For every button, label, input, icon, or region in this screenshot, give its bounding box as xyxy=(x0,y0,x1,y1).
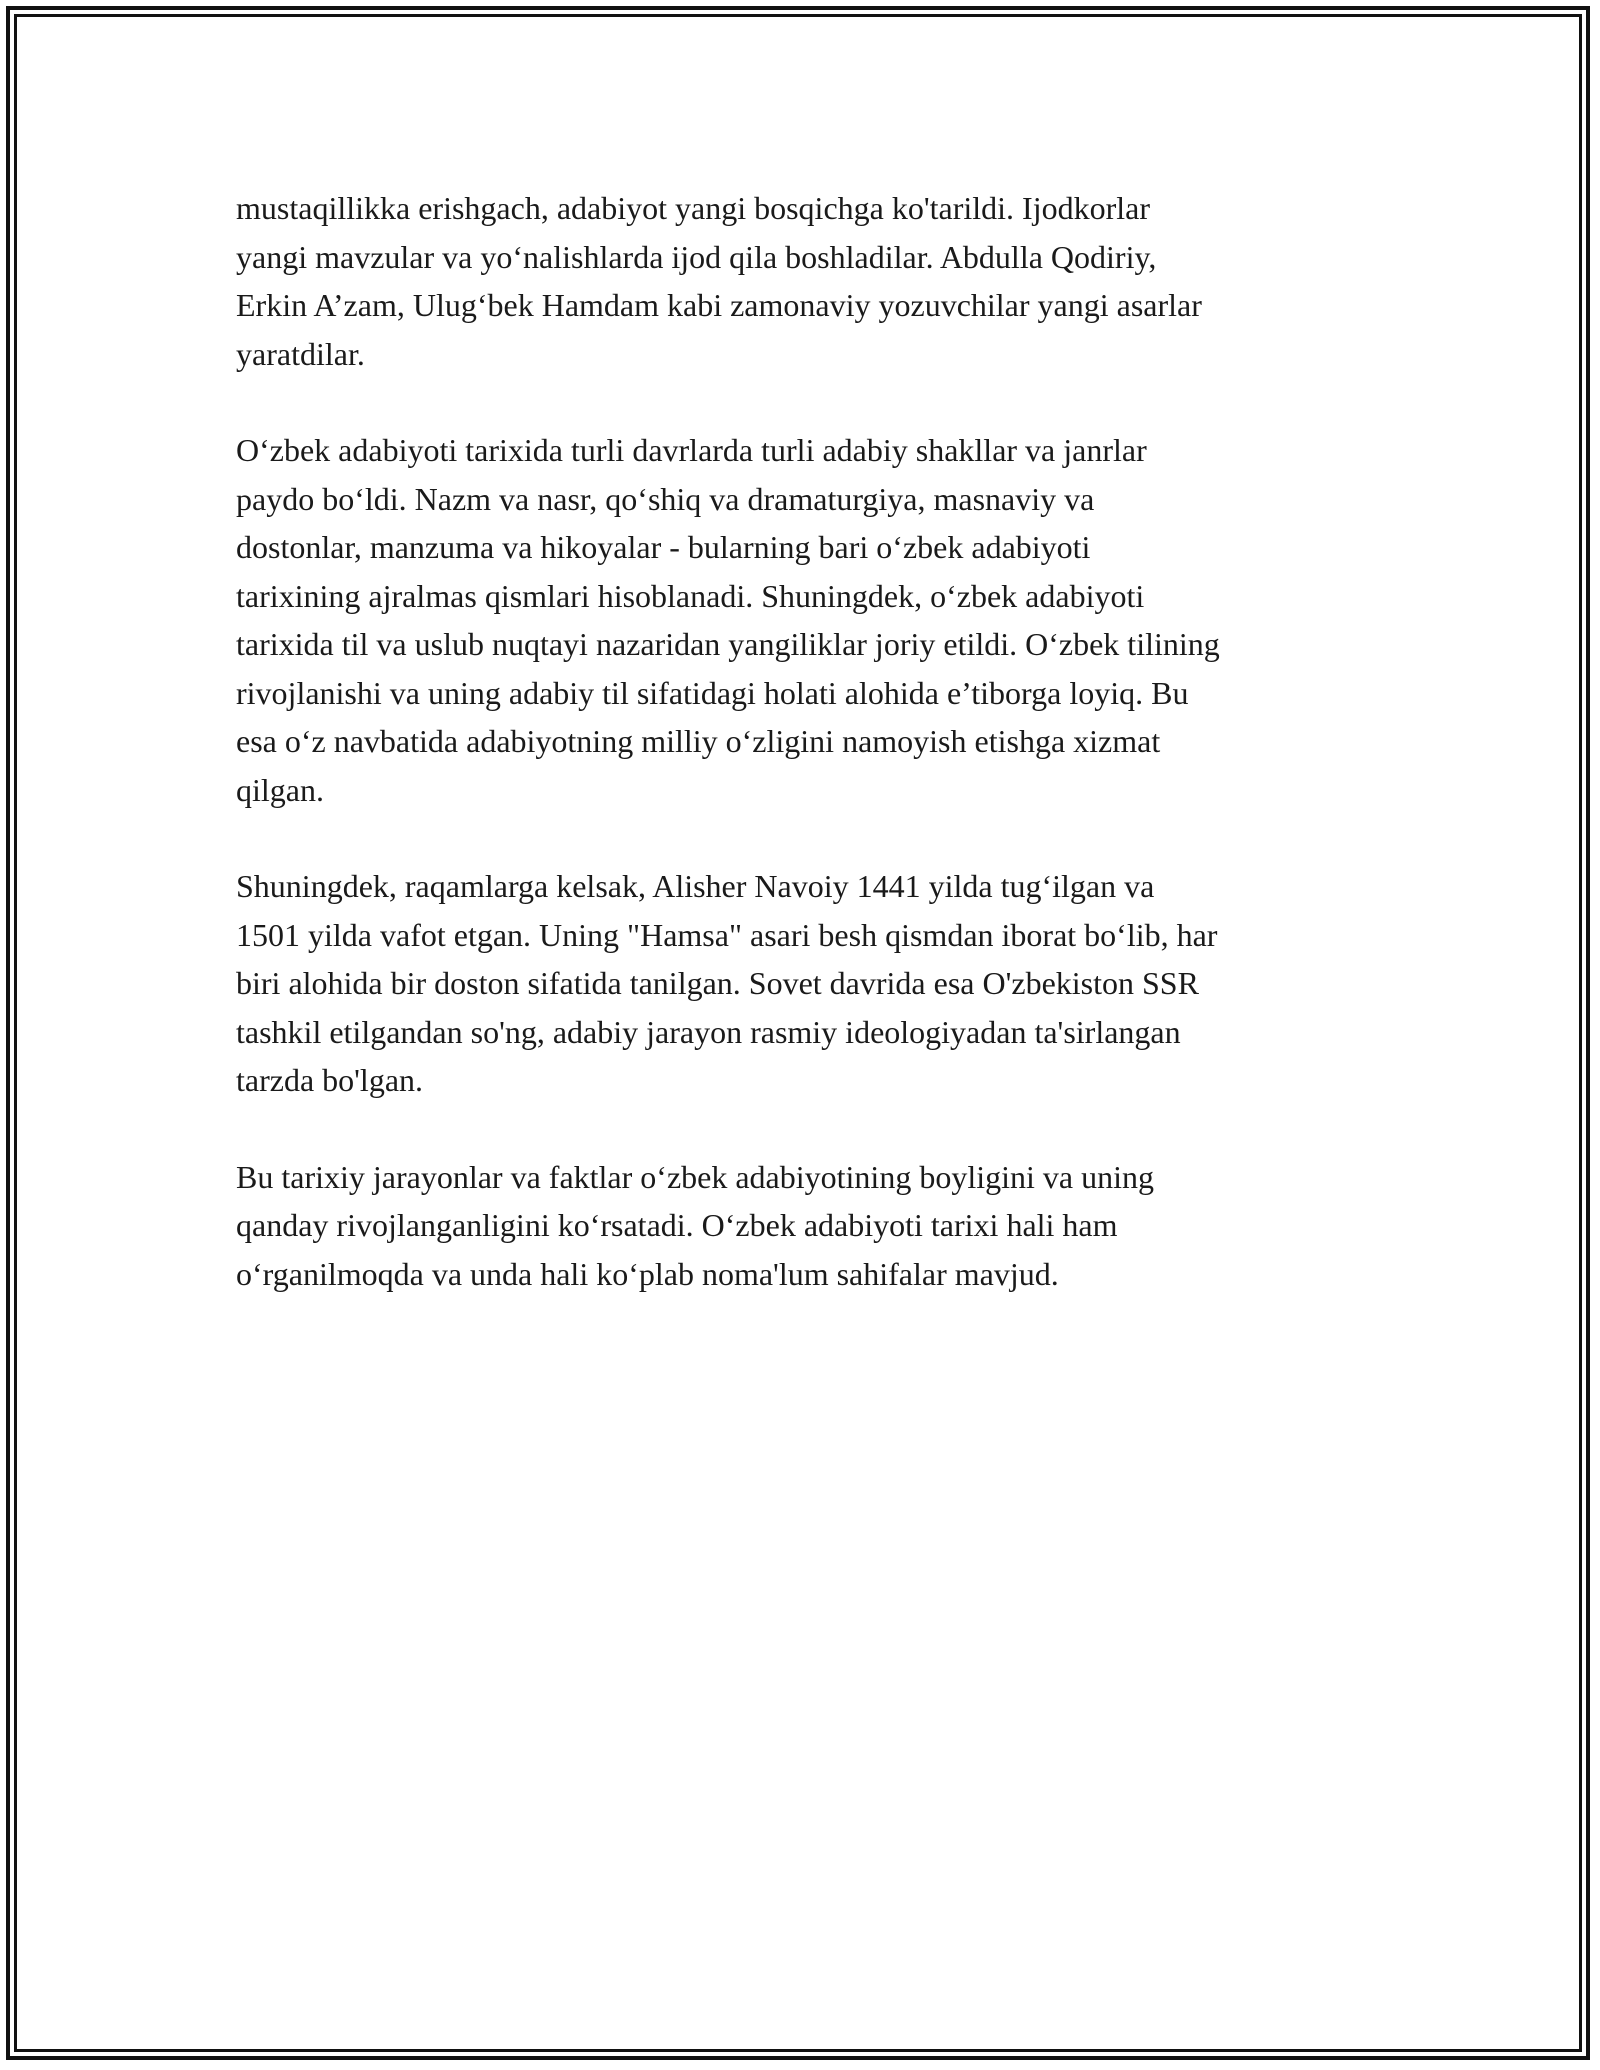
paragraph-3: Shuningdek, raqamlarga kelsak, Alisher Navoiy 1441 yilda tugʻilgan va 1501 yilda vafot etgan. Uning "Hamsa" asari besh qismdan iborat boʻlib, har biri alohida bir doston sifatida tanilgan. Sovet davrida esa O'zbekiston SSR tashkil etilgandan so'ng, adabiy jarayon rasmiy ideologiyadan ta'sirlangan tarzda bo'lgan. xyxy=(236,868,1218,1098)
paragraph-2: Oʻzbek adabiyoti tarixida turli davrlarda turli adabiy shakllar va janrlar paydo boʻldi. Nazm va nasr, qoʻshiq va dramaturgiya, masnaviy va dostonlar, manzuma va hikoyalar - bularning bari oʻzbek adabiyoti tarixining ajralmas qismlari hisoblanadi. Shuningdek, oʻzbek adabiyoti tarixida til va uslub nuqtayi nazaridan yangiliklar joriy etildi. Oʻzbek tilining rivojlanishi va uning adabiy til sifatidagi holati alohida e’tiborga loyiq. Bu esa oʻz navbatida adabiyotning milliy oʻzligini namoyish etishga xizmat qilgan. xyxy=(236,432,1220,808)
paragraph-1: mustaqillikka erishgach, adabiyot yangi bosqichga ko'tarildi. Ijodkorlar yangi mavzular va yoʻnalishlarda ijod qila boshladilar. Abdulla Qodiriy, Erkin A’zam, Ulugʻbek Hamdam kabi zamonaviy yozuvchilar yangi asarlar yaratdilar. xyxy=(236,190,1202,372)
paragraph-4: Bu tarixiy jarayonlar va faktlar oʻzbek adabiyotining boyligini va uning qanday rivojlanganligini koʻrsatadi. Oʻzbek adabiyoti tarixi hali ham oʻrganilmoqda va unda hali koʻplab noma'lum sahifalar mavjud. xyxy=(236,1158,1154,1292)
document-body xyxy=(236,184,1376,1346)
